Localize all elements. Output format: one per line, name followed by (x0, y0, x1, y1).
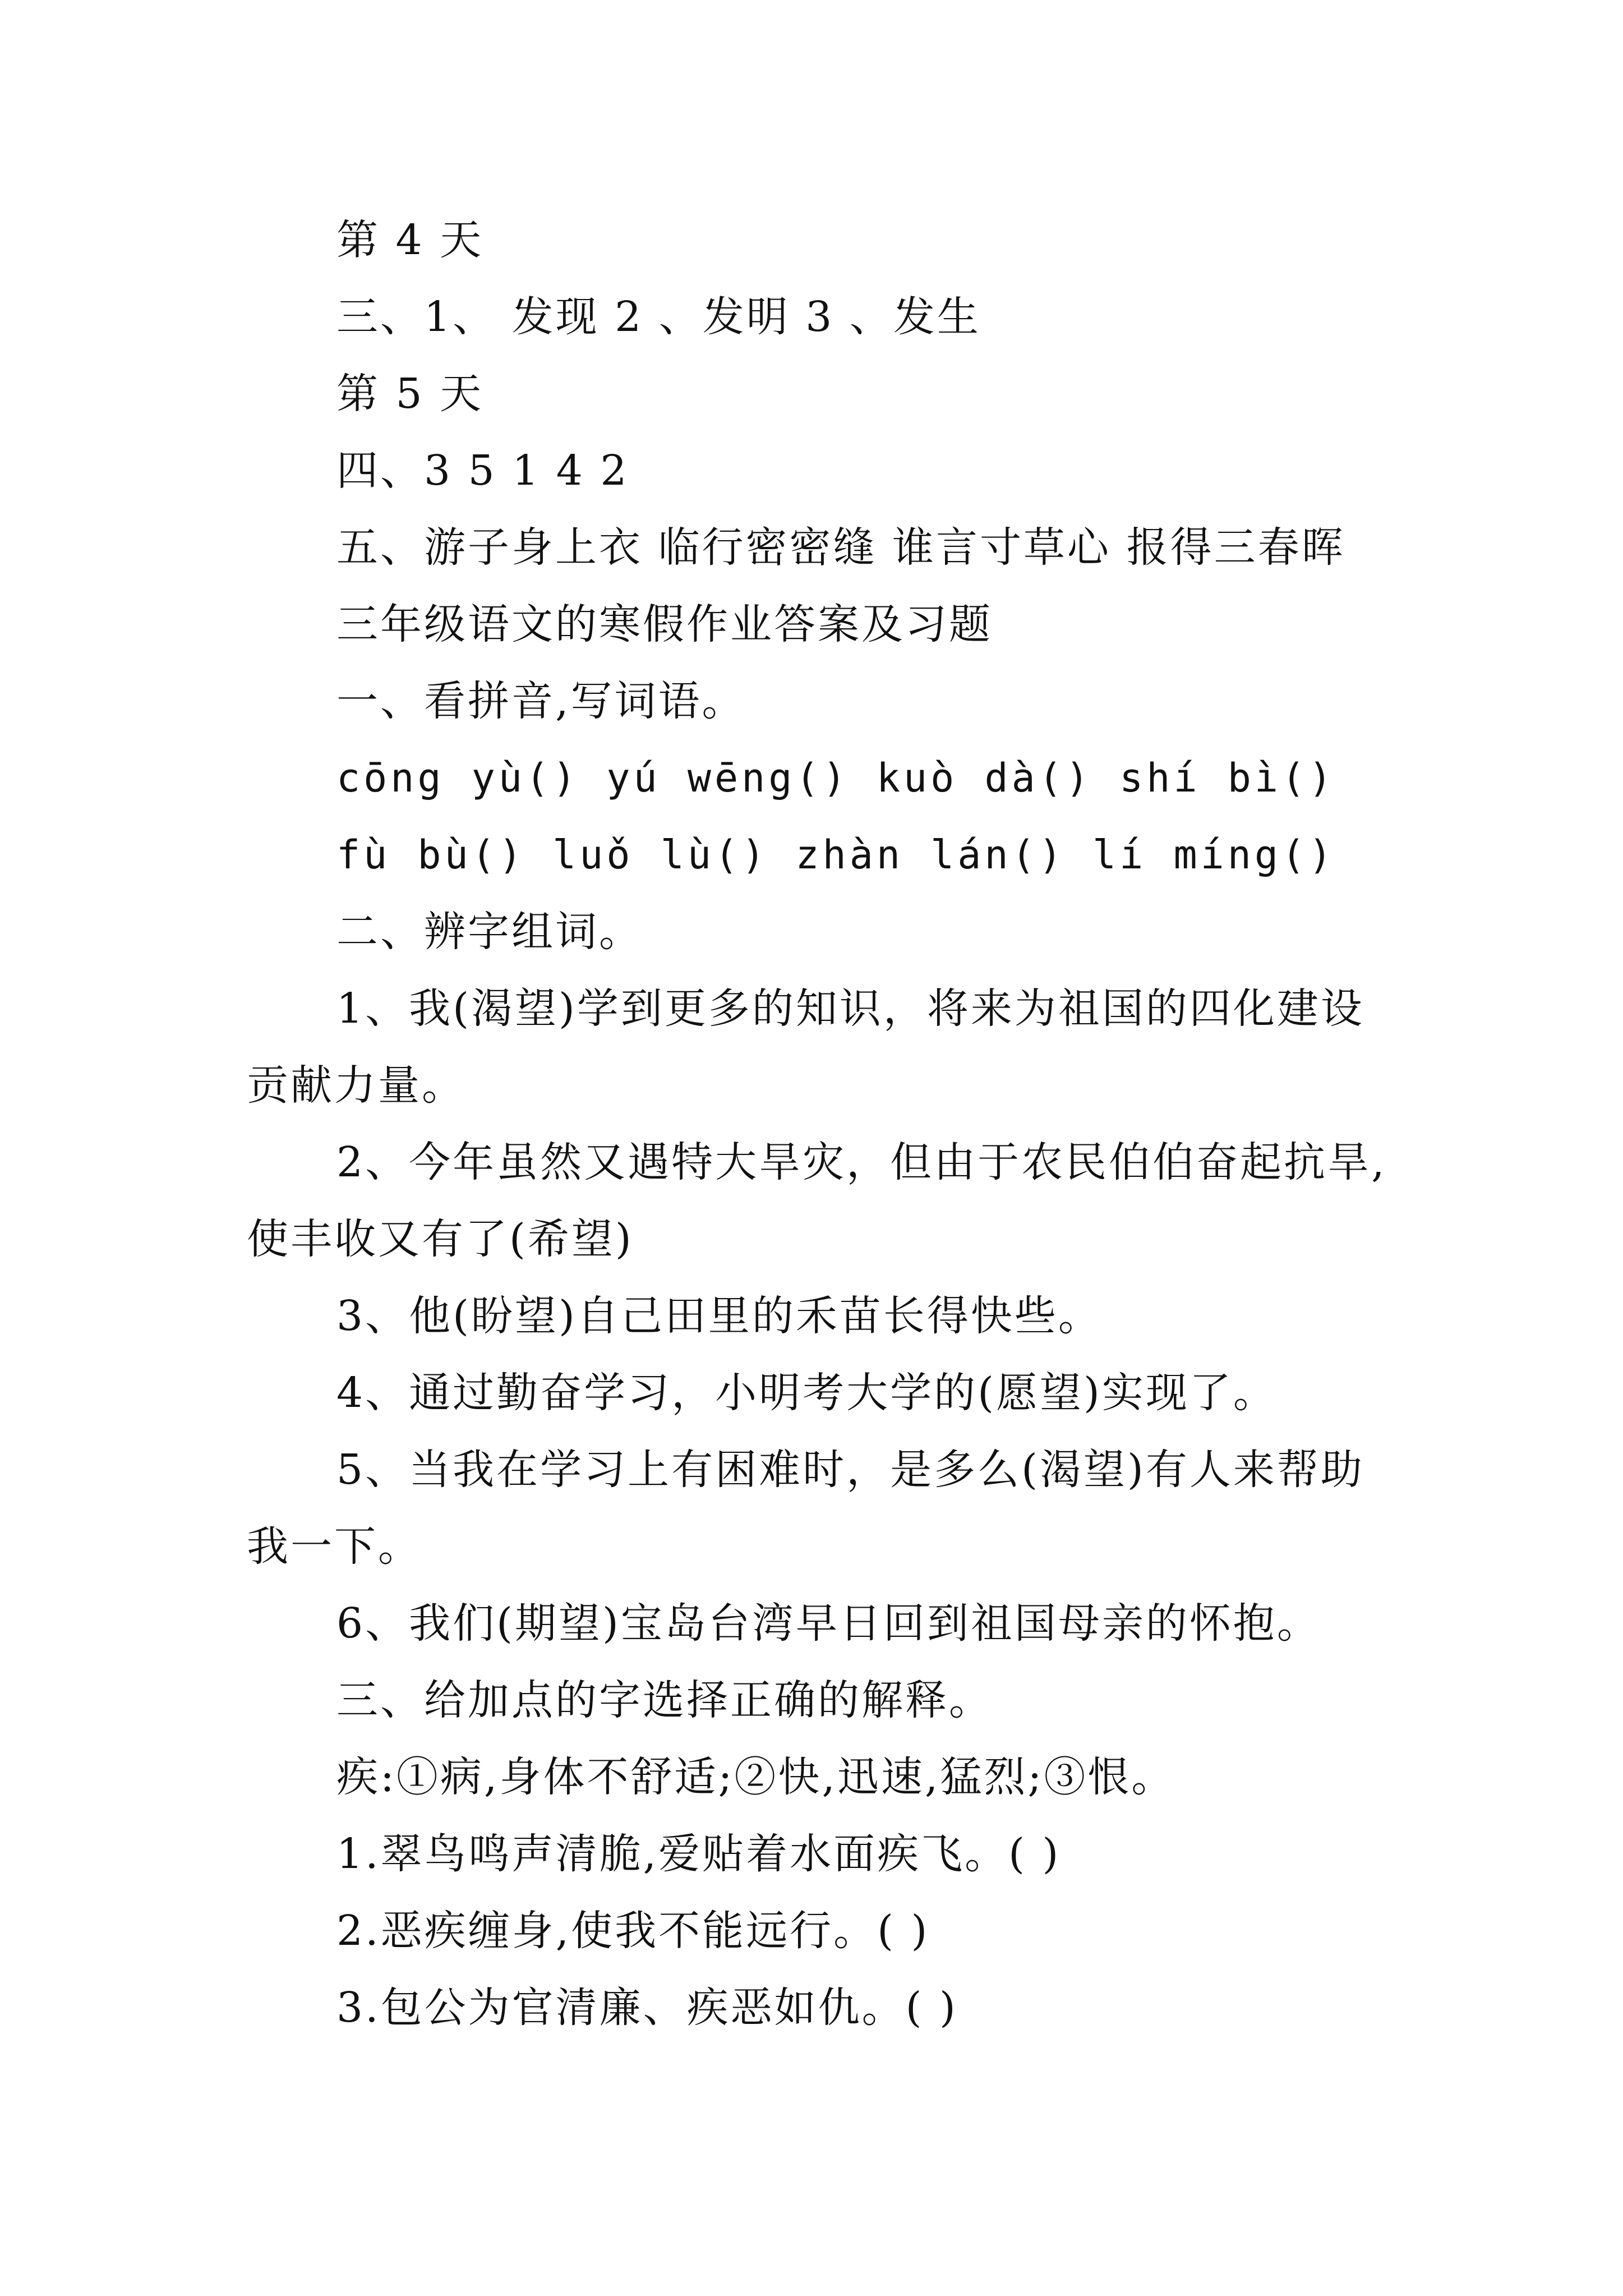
item-5-line-2: 我一下。 (247, 1522, 422, 1571)
item-1-line-2: 贡献力量。 (247, 1061, 465, 1110)
item-6: 6、我们(期望)宝岛台湾早日回到祖国母亲的怀抱。 (336, 1599, 1321, 1648)
answer-section-3: 三、1、 发现 2 、发明 3 、发生 (336, 293, 981, 341)
question-2-heading: 二、辨字组词。 (336, 908, 643, 956)
definition-line: 疾:①病,身体不舒适;②快,迅速,猛烈;③恨。 (336, 1753, 1175, 1801)
answer-section-4: 四、3 5 1 4 2 (336, 447, 629, 495)
question-3-item-1: 1.翠鸟鸣声清脆,爱贴着水面疾飞。( ) (336, 1830, 1061, 1878)
item-1-line-1: 1、我(渴望)学到更多的知识，将来为祖国的四化建设 (336, 984, 1364, 1033)
question-1-heading: 一、看拼音,写词语。 (336, 677, 746, 725)
document-title: 三年级语文的寒假作业答案及习题 (336, 600, 993, 648)
item-4: 4、通过勤奋学习，小明考大学的(愿望)实现了。 (336, 1369, 1277, 1417)
pinyin-line-1: cōng yù() yú wēng() kuò dà() shí bì() (336, 755, 1336, 801)
question-3-item-2: 2.恶疾缠身,使我不能远行。( ) (336, 1907, 930, 1955)
question-3-heading: 三、给加点的字选择正确的解释。 (336, 1676, 993, 1724)
item-5-line-1: 5、当我在学习上有困难时，是多么(渴望)有人来帮助 (336, 1446, 1364, 1494)
answer-section-5: 五、游子身上衣 临行密密缝 谁言寸草心 报得三春晖 (336, 523, 1345, 572)
item-2-line-1: 2、今年虽然又遇特大旱灾，但由于农民伯伯奋起抗旱, (336, 1138, 1387, 1186)
item-2-line-2: 使丰收又有了(希望) (247, 1215, 634, 1263)
day-5-heading: 第 5 天 (336, 370, 484, 418)
question-3-item-3: 3.包公为官清廉、疾恶如仇。( ) (336, 1984, 958, 2032)
item-3: 3、他(盼望)自己田里的禾苗长得快些。 (336, 1292, 1102, 1340)
pinyin-line-2: fù bù() luǒ lù() zhàn lán() lí míng() (336, 832, 1336, 878)
day-4-heading: 第 4 天 (336, 216, 484, 264)
